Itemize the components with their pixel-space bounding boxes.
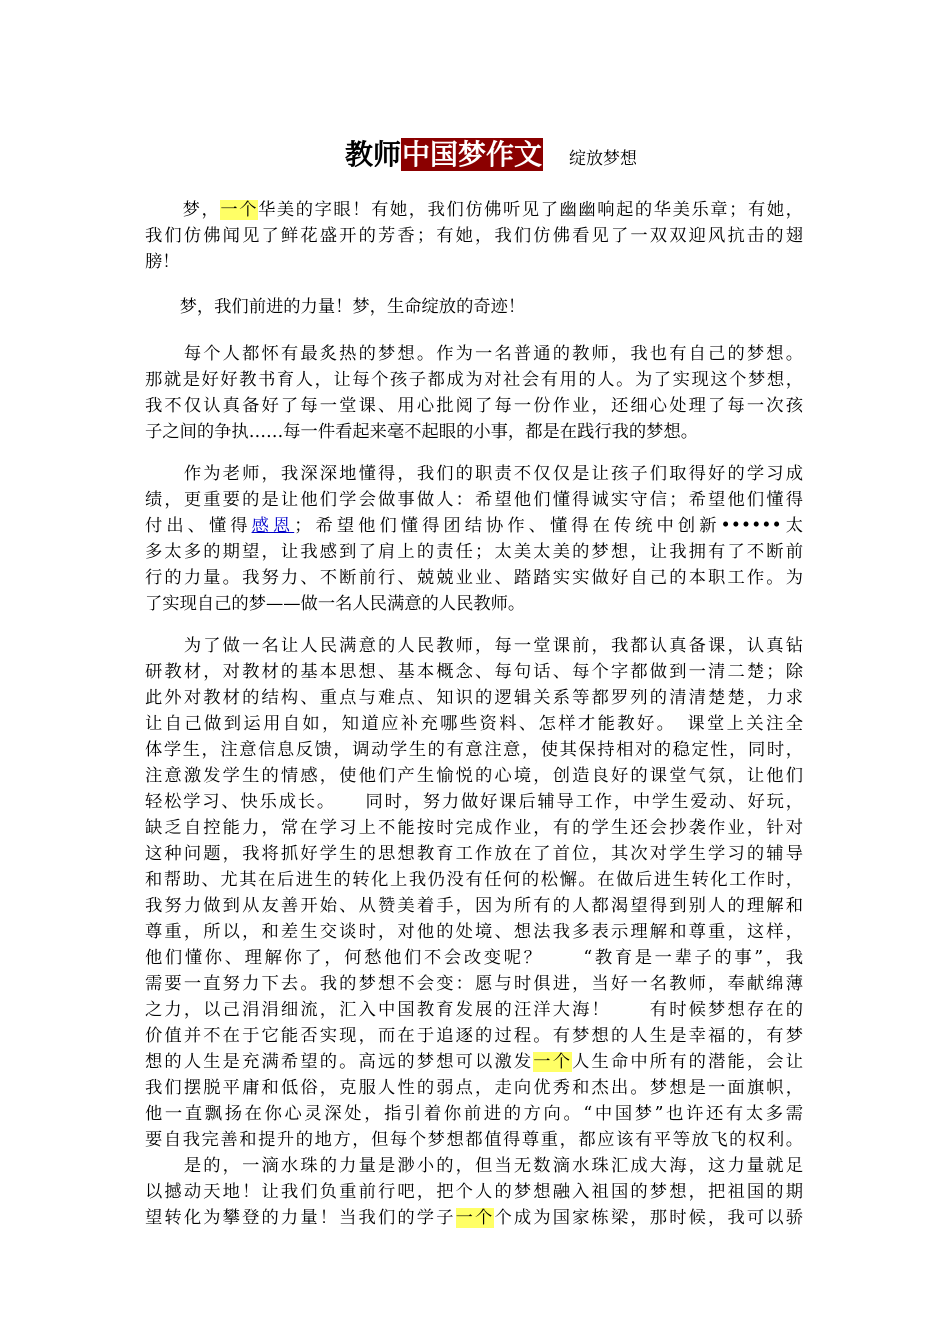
p4-line-5: 行的力量。我努力、不断前行、兢兢业业、踏踏实实做好自己的本职工作。为 bbox=[145, 568, 803, 588]
p6-line-1: 是的，一滴水珠的力量是渺小的，但当无数滴水珠汇成大海，这力量就足 bbox=[145, 1156, 803, 1176]
p5-line-8: 缺乏自控能力，常在学习上不能按时完成作业，有的学生还会抄袭作业，针对 bbox=[145, 818, 803, 838]
p5-line-19: 他一直飘扬在你心灵深处，指引着你前进的方向。“中国梦”也许还有太多需 bbox=[145, 1104, 803, 1124]
p3-line-2: 那就是好好教书育人，让每个孩子都成为对社会有用的人。为了实现这个梦想， bbox=[145, 370, 803, 390]
p4-line-2: 绩，更重要的是让他们学会做事做人：希望他们懂得诚实守信；希望他们懂得 bbox=[145, 490, 803, 510]
p6-line-2: 以撼动天地！让我们负重前行吧，把个人的梦想融入祖国的梦想，把祖国的期 bbox=[145, 1182, 803, 1202]
link-ganen[interactable]: 感恩 bbox=[251, 516, 295, 536]
p5-line-20: 要自我完善和提升的地方，但每个梦想都值得尊重，都应该有平等放飞的权利。 bbox=[145, 1130, 803, 1150]
paragraph-3 bbox=[145, 341, 803, 445]
p5-line-10: 和帮助、尤其在后进生的转化上我仍没有任何的松懈。在做后进生转化工作时， bbox=[145, 870, 803, 890]
title-subtitle: 绽放梦想 bbox=[569, 149, 638, 169]
p3-line-4: 子之间的争执……每一件看起来毫不起眼的小事，都是在践行我的梦想。 bbox=[145, 422, 699, 442]
p1-line-3: 膀！ bbox=[145, 252, 180, 272]
p5-text-a: 想的人生是充满希望的。高远的梦想可以激发 bbox=[145, 1052, 534, 1072]
p5-line-4: 让自己做到运用自如，知道应补充哪些资料、怎样才能教好。 课堂上关注全 bbox=[145, 714, 803, 734]
p4-line-6: 了实现自己的梦——做一名人民满意的人民教师。 bbox=[145, 594, 526, 614]
title-part-2-highlighted: 中国梦作文 bbox=[402, 138, 543, 171]
paragraph-1 bbox=[145, 197, 803, 275]
p6-line-3 bbox=[145, 1205, 803, 1231]
p5-line-12: 尊重，所以，和差生交谈时，对他的处境、想法我多表示理解和尊重，这样， bbox=[145, 922, 803, 942]
p4-line-3 bbox=[145, 513, 803, 539]
p3-line-3: 我不仅认真备好了每一堂课、用心批阅了每一份作业，还细心处理了每一次孩 bbox=[145, 396, 803, 416]
paragraph-6 bbox=[145, 1153, 803, 1231]
p5-line-13: 他们懂你、理解你了，何愁他们不会改变呢？ “教育是一辈子的事”，我 bbox=[145, 948, 803, 968]
p6-text-a: 望转化为攀登的力量！当我们的学子 bbox=[145, 1208, 456, 1228]
p6-text-b: 个成为国家栋梁，那时候，我可以骄 bbox=[494, 1208, 803, 1228]
p2-line-1: 梦，我们前进的力量！梦，生命绽放的奇迹！ bbox=[145, 297, 526, 317]
p1-text-b: 华美的字眼！有她，我们仿佛听见了幽幽响起的华美乐章；有她， bbox=[258, 200, 803, 220]
p5-line-6: 注意激发学生的情感，使他们产生愉悦的心境，创造良好的课堂气氛，让他们 bbox=[145, 766, 803, 786]
p5-line-5: 体学生，注意信息反馈，调动学生的有意注意，使其保持相对的稳定性，同时， bbox=[145, 740, 803, 760]
p5-text-b: 人生命中所有的潜能，会让 bbox=[572, 1052, 803, 1072]
p5-line-11: 我努力做到从友善开始、从赞美着手，因为所有的人都渴望得到别人的理解和 bbox=[145, 896, 803, 916]
paragraph-4 bbox=[145, 461, 803, 617]
highlight-yige: 一个 bbox=[220, 200, 259, 220]
p1-line-1 bbox=[145, 197, 803, 223]
p1-text-a: 梦， bbox=[145, 200, 221, 220]
paragraph-2 bbox=[145, 294, 803, 320]
p1-line-2: 我们仿佛闻见了鲜花盛开的芳香；有她，我们仿佛看见了一双双迎风抗击的翅 bbox=[145, 226, 803, 246]
p4-text-a: 付出、懂得 bbox=[145, 516, 252, 536]
p3-line-1: 每个人都怀有最炙热的梦想。作为一名普通的教师，我也有自己的梦想。 bbox=[145, 344, 803, 364]
p4-line-1: 作为老师，我深深地懂得，我们的职责不仅仅是让孩子们取得好的学习成 bbox=[145, 464, 803, 484]
p5-line-18: 我们摆脱平庸和低俗，克服人性的弱点，走向优秀和杰出。梦想是一面旗帜， bbox=[145, 1078, 803, 1098]
p5-line-7: 轻松学习、快乐成长。 同时，努力做好课后辅导工作，中学生爱动、好玩， bbox=[145, 792, 803, 812]
p5-line-1: 为了做一名让人民满意的人民教师，每一堂课前，我都认真备课，认真钻 bbox=[145, 636, 803, 656]
p5-line-17 bbox=[145, 1049, 803, 1075]
paragraph-5 bbox=[145, 633, 803, 1153]
p5-line-16: 价值并不在于它能否实现，而在于追逐的过程。有梦想的人生是幸福的，有梦 bbox=[145, 1026, 803, 1046]
document-title bbox=[345, 133, 637, 173]
p5-line-15: 之力，以己涓涓细流，汇入中国教育发展的汪洋大海！ 有时候梦想存在的 bbox=[145, 1000, 803, 1020]
p5-line-3: 此外对教材的结构、重点与难点、知识的逻辑关系等都罗列的清清楚楚，力求 bbox=[145, 688, 803, 708]
p5-line-2: 研教材，对教材的基本思想、基本概念、每句话、每个字都做到一清二楚；除 bbox=[145, 662, 803, 682]
p4-line-4: 多太多的期望，让我感到了肩上的责任；太美太美的梦想，让我拥有了不断前 bbox=[145, 542, 803, 562]
p5-line-14: 需要一直努力下去。我的梦想不会变：愿与时俱进，当好一名教师，奉献绵薄 bbox=[145, 974, 803, 994]
highlight-yige: 一个 bbox=[455, 1208, 495, 1228]
title-part-1: 教师 bbox=[345, 138, 402, 171]
p4-text-b: ；希望他们懂得团结协作、懂得在传统中创新••••••太 bbox=[294, 516, 803, 536]
p5-line-9: 这种问题，我将抓好学生的思想教育工作放在了首位，其次对学生学习的辅导 bbox=[145, 844, 803, 864]
highlight-yige: 一个 bbox=[533, 1052, 573, 1072]
